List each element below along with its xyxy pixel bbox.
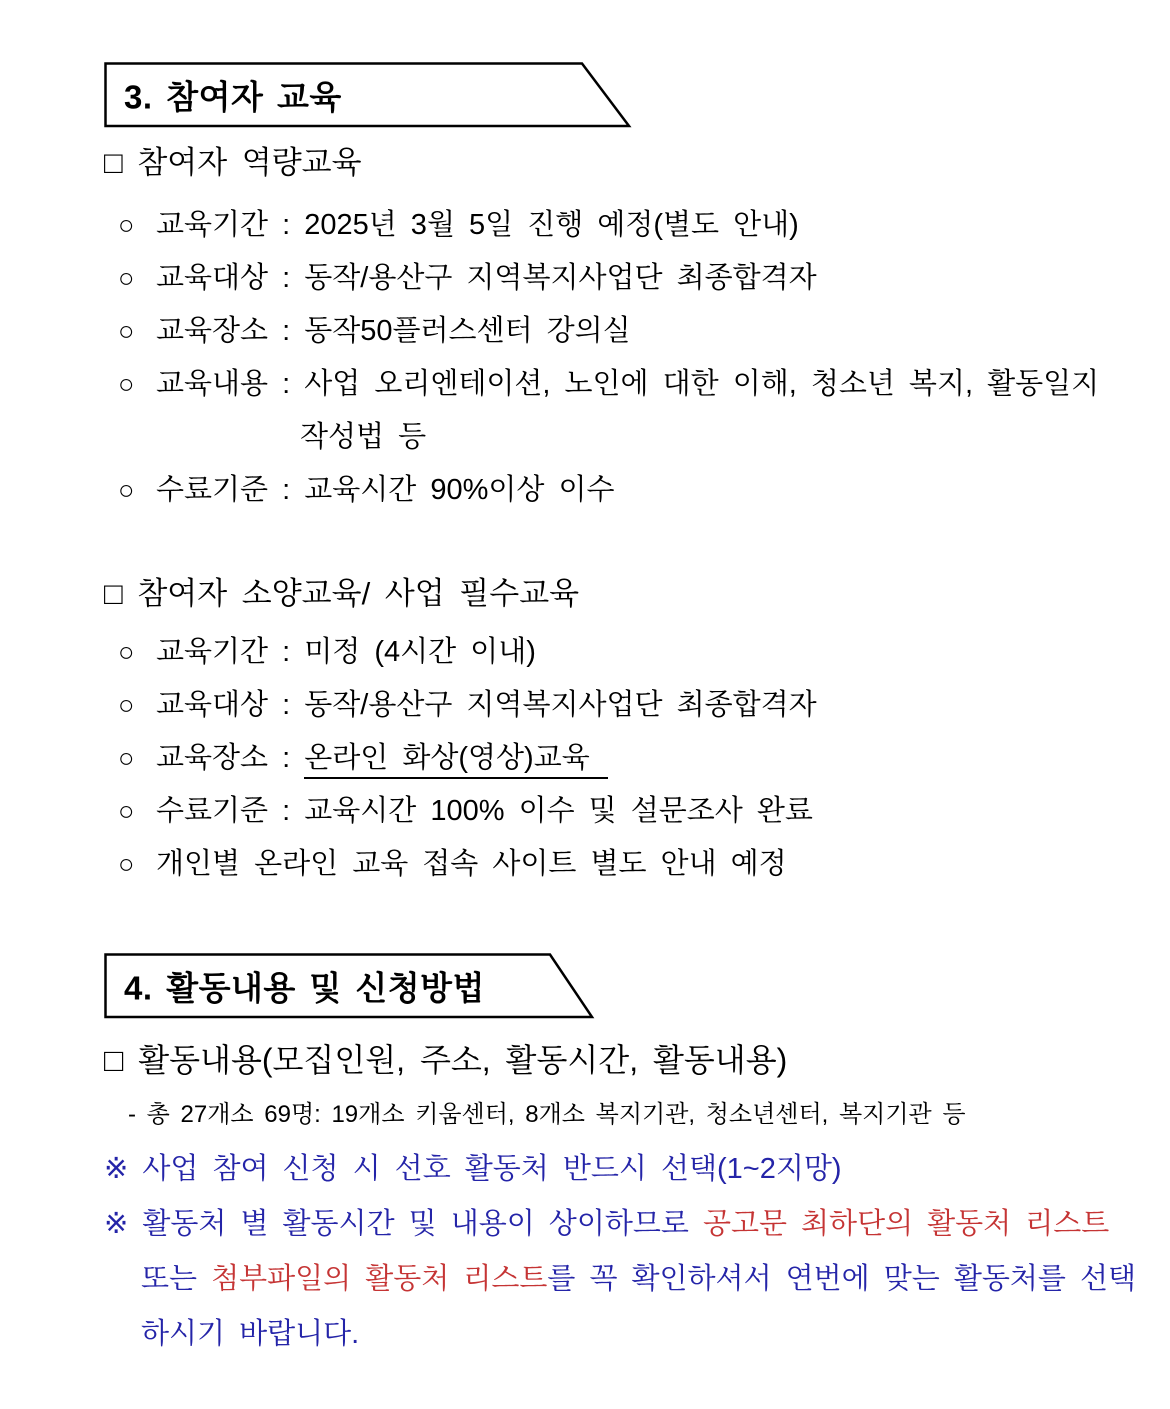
list-item-text (156, 367, 1099, 454)
list-item (104, 314, 1130, 348)
circle-bullet-icon: ○ (118, 796, 135, 826)
note1-text: ※ 사업 참여 신청 시 선호 활동처 반드시 선택(1~2지망) (104, 1153, 842, 1185)
circle-bullet-icon: ○ (118, 743, 135, 773)
list-item-text: 교육기간 : 2025년 3월 5일 진행 예정(별도 안내) (156, 209, 799, 241)
list-item-text: 교육기간 : 미정 (4시간 이내) (156, 636, 536, 668)
subsection-heading-activity-detail: □ 활동내용(모집인원, 주소, 활동시간, 활동내용) (104, 1042, 788, 1078)
section3-title: 3. 참여자 교육 (124, 78, 342, 116)
note3-red-segment: 첨부파일의 활동처 리스트 (211, 1263, 548, 1295)
list-item-text: 교육대상 : 동작/용산구 지역복지사업단 최종합격자 (156, 262, 817, 294)
list-item (104, 473, 1130, 507)
list-item-label: 교육장소 : (156, 742, 305, 774)
list-item (104, 261, 1130, 295)
list-item-text: 교육장소 : 동작50플러스센터 강의실 (156, 315, 631, 347)
list-item-text: 개인별 온라인 교육 접속 사이트 별도 안내 예정 (156, 848, 787, 880)
circle-bullet-icon: ○ (118, 690, 135, 720)
list-item (104, 635, 1130, 669)
list-item (104, 208, 1130, 242)
circle-bullet-icon: ○ (118, 316, 135, 346)
capability-education-list (104, 208, 1130, 507)
note-line-3 (104, 1262, 1136, 1296)
list-item-text (156, 741, 608, 775)
section4-banner (104, 953, 1130, 1019)
note-line-4 (104, 1317, 1130, 1351)
circle-bullet-icon: ○ (118, 849, 135, 879)
note-line-1 (104, 1152, 1130, 1186)
circle-bullet-icon: ○ (118, 263, 135, 293)
circle-bullet-icon: ○ (118, 210, 135, 240)
list-item (104, 688, 1130, 722)
list-item-text: 교육대상 : 동작/용산구 지역복지사업단 최종합격자 (156, 689, 817, 721)
note3-blue-segment-a: 또는 (141, 1263, 212, 1295)
list-item-text: 수료기준 : 교육시간 100% 이수 및 설문조사 완료 (156, 795, 813, 827)
note4-blue-segment: 하시기 바랍니다. (141, 1318, 360, 1350)
note3-blue-segment-b: 를 꼭 확인하셔서 연번에 맞는 활동처를 선택 (547, 1263, 1136, 1295)
list-item-text-line1: 교육내용 : 사업 오리엔테이션, 노인에 대한 이해, 청소년 복지, 활동일지 (156, 368, 1100, 400)
note2-red-segment: 공고문 최하단의 활동처 리스트 (702, 1208, 1110, 1240)
circle-bullet-icon: ○ (118, 475, 135, 505)
section3-banner (104, 62, 1130, 128)
circle-bullet-icon: ○ (118, 369, 135, 399)
list-item-text-line2: 작성법 등 (300, 421, 427, 453)
underlined-text: 온라인 화상(영상)교육 (304, 742, 608, 779)
subsection-heading-essential-education: □ 참여자 소양교육/ 사업 필수교육 (104, 576, 580, 611)
list-item (104, 741, 1130, 775)
list-item-text: 수료기준 : 교육시간 90%이상 이수 (156, 474, 615, 506)
list-item (104, 847, 1130, 881)
subsection-heading-capability-education: □ 참여자 역량교육 (104, 145, 362, 180)
list-item (104, 367, 1130, 454)
note2-blue-segment: ※ 활동처 별 활동시간 및 내용이 상이하므로 (104, 1208, 703, 1240)
list-item (104, 794, 1130, 828)
section4-title: 4. 활동내용 및 신청방법 (124, 969, 485, 1007)
summary-line: - 총 27개소 69명: 19개소 키움센터, 8개소 복지기관, 청소년센터, 복지기관 등 (128, 1101, 966, 1128)
essential-education-list (104, 635, 1130, 881)
circle-bullet-icon: ○ (118, 637, 135, 667)
note-line-2 (104, 1207, 1130, 1241)
